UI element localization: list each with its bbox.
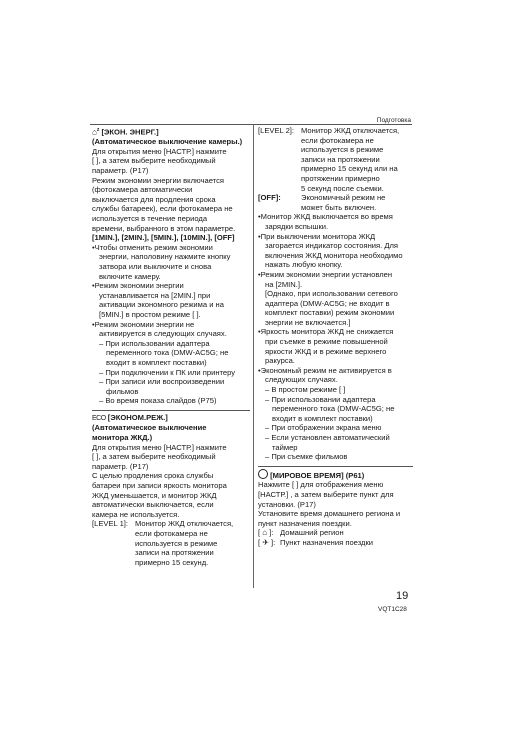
power-save-icon: ⌂$^z$ bbox=[92, 127, 100, 137]
text-line: если фотокамера не bbox=[301, 135, 374, 145]
text-line: •Монитор ЖКД выключается во время bbox=[258, 212, 393, 222]
text-line: затвора или выключите и снова bbox=[99, 261, 212, 271]
text-line: комплект поставки) режим экономии bbox=[265, 308, 395, 318]
power-save-subtitle: (Автоматическое выключение камеры.) bbox=[92, 137, 243, 147]
text-line: на [2MIN.]. bbox=[265, 279, 303, 289]
economy-subtitle bbox=[92, 423, 250, 442]
eco-icon: ECO bbox=[92, 414, 106, 422]
text-line: включения ЖКД монитора необходимо bbox=[265, 250, 403, 260]
power-save-title: ⌂$^z$ [ЭКОН. ЭНЕРГ.] bbox=[92, 127, 159, 137]
text-line: Монитор ЖКД отключается, bbox=[301, 126, 400, 135]
text-line: используется в режиме bbox=[301, 145, 384, 155]
home-row bbox=[258, 528, 413, 538]
text-line: – При использовании адаптера bbox=[99, 338, 210, 348]
text-line: – При записи или воспроизведении bbox=[99, 377, 225, 387]
text-line: активируется в следующих случаях. bbox=[99, 329, 227, 339]
text-line: – При подключении к ПК или принтеру bbox=[99, 367, 236, 377]
text-line: автоматически выключается, если bbox=[92, 500, 214, 510]
text-line: [ ], а затем выберите необходимый bbox=[92, 156, 216, 166]
text-line: устанавливается на [2MIN.] при bbox=[99, 290, 211, 300]
text-line: •Яркость монитора ЖКД не снижается bbox=[258, 327, 394, 337]
text-line: переменного тока (DMW-AC5G; не bbox=[106, 348, 229, 358]
text-line: времени, выбранного в этом параметре. bbox=[92, 223, 236, 233]
text-line: 5 секунд после съемки. bbox=[301, 183, 384, 193]
text-line: параметр. (P17) bbox=[92, 166, 149, 176]
left-column bbox=[92, 126, 250, 567]
text-line: – Если установлен автоматический bbox=[265, 433, 390, 442]
power-save-exceptions bbox=[92, 339, 250, 406]
text-line: Установите время домашнего региона и bbox=[258, 509, 401, 519]
text-line: Режим экономии энергии включается bbox=[92, 175, 224, 185]
text-line: нажать любую кнопку. bbox=[265, 260, 343, 270]
level2-key: [LEVEL 2]: bbox=[258, 126, 295, 135]
world-time-description bbox=[258, 480, 413, 528]
text-line: может быть включен. bbox=[301, 202, 377, 212]
economy-exceptions bbox=[258, 385, 413, 462]
text-line: Экономичный режим не bbox=[301, 193, 386, 203]
home-icon: [ ⌂ ]: bbox=[258, 528, 274, 538]
power-save-description bbox=[92, 176, 250, 234]
economy-title: ECO [ЭКОНОМ.РЕЖ.] bbox=[92, 412, 168, 422]
text-line: фильмов bbox=[106, 386, 139, 396]
text-line: параметр. (P17) bbox=[92, 461, 149, 471]
top-rule bbox=[90, 124, 412, 125]
section-divider bbox=[92, 410, 250, 411]
text-line: записи на протяжении bbox=[135, 548, 214, 558]
text-line: – В простом режиме [ ] bbox=[265, 385, 346, 395]
text-line: следующих случаях. bbox=[265, 375, 338, 385]
text-line: (Автоматическое выключение bbox=[92, 423, 207, 433]
text-line: ЖКД уменьшается, и монитор ЖКД bbox=[92, 490, 217, 500]
text-line: если фотокамера не bbox=[135, 529, 208, 538]
text-line: примерно 15 секунд или на bbox=[301, 164, 398, 174]
text-line: протяжении примерно bbox=[301, 173, 380, 183]
page-number: 19 bbox=[396, 590, 409, 602]
text-line: (фотокамера автоматически bbox=[92, 185, 193, 195]
text-line: активации экономного режима и на bbox=[99, 300, 224, 310]
globe-icon bbox=[258, 469, 268, 479]
text-line: яркости ЖКД и в режиме верхнего bbox=[265, 346, 387, 356]
text-line: энергии, наполовину нажмите кнопку bbox=[99, 252, 231, 262]
text-line: адаптера (DMW-AC5G; не входит в bbox=[265, 298, 390, 308]
text-line: Нажмите [ ] для отображения меню bbox=[258, 480, 384, 490]
economy-description bbox=[92, 443, 250, 520]
text-line: входит в комплект поставки) bbox=[106, 357, 207, 367]
text-line: – При использовании адаптера bbox=[265, 394, 376, 404]
level2-row bbox=[258, 126, 413, 193]
home-label: Домашний регион bbox=[280, 528, 344, 538]
travel-icon: [ ✈ ]: bbox=[258, 537, 276, 547]
text-line: выключается для продления срока bbox=[92, 194, 216, 204]
text-line: Для открытия меню [НАСТР.] нажмите bbox=[92, 146, 227, 156]
document-code: VQT1C28 bbox=[378, 606, 407, 613]
text-line: примерно 15 секунд. bbox=[135, 557, 209, 567]
world-time-title: [МИРОВОЕ ВРЕМЯ] (P61) bbox=[258, 469, 413, 481]
text-line: Для открытия меню [НАСТР.] нажмите bbox=[92, 442, 227, 452]
text-line: ракурса. bbox=[265, 356, 295, 366]
text-line: при съемке в режиме повышенной bbox=[265, 337, 388, 347]
text-line: таймер bbox=[272, 442, 298, 452]
text-line: включите камеру. bbox=[99, 271, 161, 281]
text-line: пункт назначения поездки. bbox=[258, 518, 352, 528]
power-save-options: [1MIN.], [2MIN.], [5MIN.], [10MIN.], [OFF] bbox=[92, 233, 235, 243]
level2-value bbox=[301, 126, 413, 193]
economy-notes bbox=[258, 212, 413, 385]
text-line: энергии не включается.] bbox=[265, 317, 351, 327]
right-column bbox=[258, 126, 413, 548]
text-line: [ ], а затем выберите необходимый bbox=[92, 452, 216, 462]
text-line: •Чтобы отменить режим экономии bbox=[92, 242, 213, 252]
text-line: монитора ЖКД.) bbox=[92, 433, 153, 443]
text-line: С целью продления срока службы bbox=[92, 471, 214, 481]
text-line: [НАСТР.] , а затем выберите пункт для bbox=[258, 489, 394, 499]
section-header: Подготовка bbox=[376, 117, 411, 124]
text-line: используется в режиме bbox=[135, 538, 218, 548]
column-separator bbox=[253, 124, 254, 588]
section-divider-2 bbox=[258, 466, 413, 467]
power-save-notes bbox=[92, 243, 250, 339]
text-line: переменного тока (DMW-AC5G; не bbox=[272, 404, 395, 414]
level1-key: [LEVEL 1]: bbox=[92, 519, 129, 529]
text-line: загорается индикатор состояния. Для bbox=[265, 241, 399, 251]
text-line: службы батареек), если фотокамера не bbox=[92, 204, 233, 214]
text-line: •Режим экономии энергии установлен bbox=[258, 269, 393, 279]
travel-label: Пункт назначения поездки bbox=[280, 537, 374, 547]
text-line: используется в течение периода bbox=[92, 214, 208, 223]
text-line: записи на протяжении bbox=[301, 154, 380, 164]
text-line: •Режим экономии энергии не bbox=[92, 319, 195, 329]
off-key: [OFF]: bbox=[258, 193, 281, 203]
text-line: – При съемке фильмов bbox=[265, 452, 348, 462]
text-line: •При выключении монитора ЖКД bbox=[258, 231, 376, 241]
text-line: Монитор ЖКД отключается, bbox=[135, 519, 234, 529]
text-line: – При отображении экрана меню bbox=[265, 423, 382, 433]
off-row bbox=[258, 193, 413, 212]
text-line: входит в комплект поставки) bbox=[272, 413, 373, 423]
text-line: установки. (P17) bbox=[258, 499, 316, 509]
level1-row bbox=[92, 519, 250, 567]
text-line: [5MIN.] в простом режиме [ ]. bbox=[99, 309, 201, 319]
text-line: камера не используется. bbox=[92, 509, 180, 519]
off-value bbox=[301, 193, 413, 212]
text-line: – Во время показа слайдов (P75) bbox=[99, 396, 217, 406]
level1-value bbox=[135, 519, 250, 567]
text-line: [Однако, при использовании сетевого bbox=[265, 289, 398, 299]
text-line: зарядки вспышки. bbox=[265, 221, 329, 231]
travel-row bbox=[258, 538, 413, 548]
text-line: батареи при записи яркость монитора bbox=[92, 481, 227, 491]
text-line: •Экономный режим не активируется в bbox=[258, 365, 392, 375]
power-save-intro bbox=[92, 147, 250, 176]
text-line: •Режим экономии энергии bbox=[92, 281, 184, 291]
